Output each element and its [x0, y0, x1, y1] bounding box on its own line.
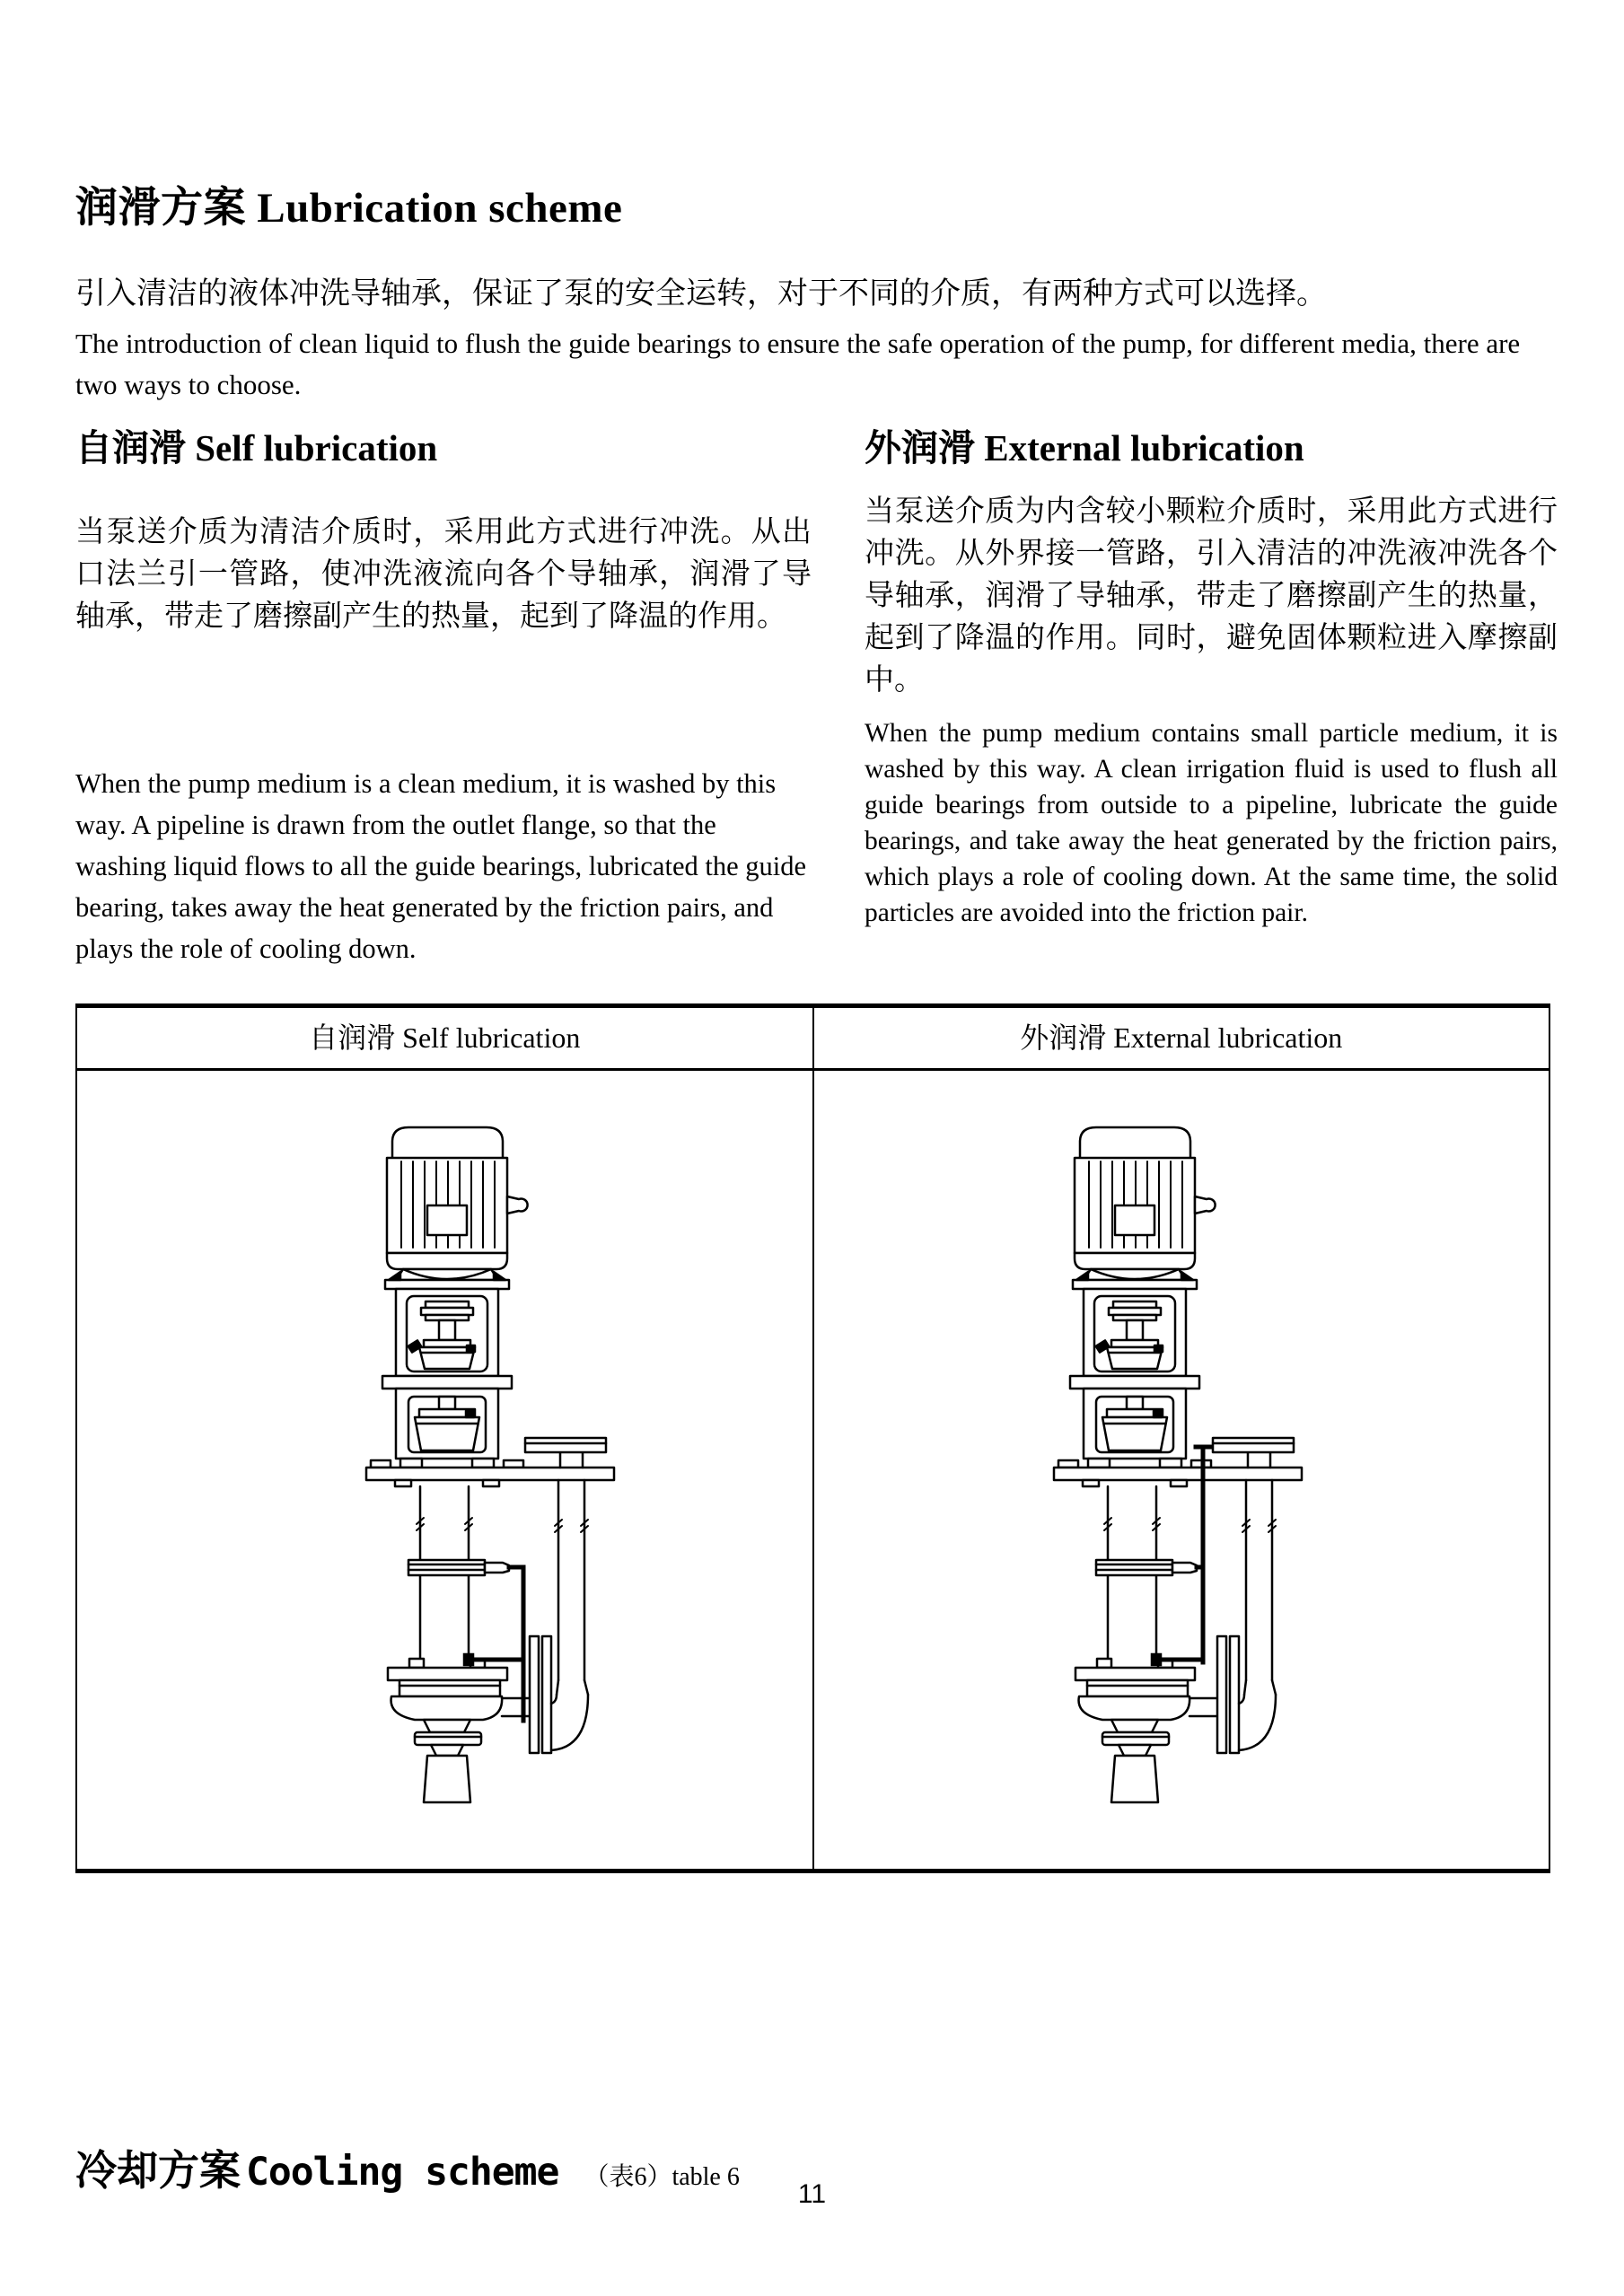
figure-header-self: 自润滑 Self lubrication — [309, 1021, 581, 1054]
figure-table-divider — [812, 1071, 814, 1871]
intro-paragraph-en: The introduction of clean liquid to flush the guide bearings to ensure the safe operation of the pump, for different media, there are two ways to choose. — [75, 328, 1521, 400]
self-lubrication-pump-diagram — [364, 1117, 626, 1819]
heading-self-lubrication: 自润滑 Self lubrication — [75, 427, 438, 469]
heading-external-lubrication: 外润滑 External lubrication — [865, 427, 1304, 469]
table-6-reference: （表6）table 6 — [584, 2163, 740, 2191]
lubrication-figure-table — [75, 1003, 1550, 1873]
page-number: 11 — [797, 2179, 827, 2209]
cooling-scheme-title-en: Cooling scheme — [246, 2150, 559, 2195]
figure-table-body — [77, 1071, 1549, 1871]
external-lubrication-pump-diagram — [1051, 1117, 1313, 1819]
external-lubrication-text-cn: 当泵送介质为内含较小颗粒介质时，采用此方式进行冲洗。从外界接一管路，引入清洁的冲洗液冲洗各个导轴承，润滑了导轴承，带走了磨擦副产生的热量，起到了降温的作用。同时，避免固体颗粒进入摩擦副中。 — [865, 494, 1558, 696]
figure-header-external: 外润滑 External lubrication — [812, 1008, 1549, 1068]
self-lubrication-text-en: When the pump medium is a clean medium, it is washed by this way. A pipeline is drawn from the outlet flange, so that the washing liquid flows to all the guide bearings, lubricated the guide bearing, takes away the heat generated by the friction pairs, and plays the role of cooling down. — [75, 768, 806, 964]
page-title: 润滑方案 Lubrication scheme — [75, 185, 623, 232]
external-lubrication-text-en: When the pump medium contains small particle medium, it is washed by this way. A clean irrigation fluid is used to flush all guide bearings from outside to a pipeline, lubricate the guide bearings, and take away the heat generated by the friction pairs, which plays a role of cooling down. At the same time, the solid particles are avoided into the friction pair. — [865, 719, 1558, 927]
self-lubrication-text-cn: 当泵送介质为清洁介质时，采用此方式进行冲洗。从出口法兰引一管路，使冲洗液流向各个导轴承，润滑了导轴承，带走了磨擦副产生的热量，起到了降温的作用。 — [75, 514, 812, 632]
cooling-scheme-title-cn: 冷却方案 — [75, 2148, 241, 2194]
figure-table-header — [77, 1008, 1549, 1071]
intro-paragraph-cn: 引入清洁的液体冲洗导轴承，保证了泵的安全运转，对于不同的介质，有两种方式可以选择。 — [75, 276, 1327, 311]
